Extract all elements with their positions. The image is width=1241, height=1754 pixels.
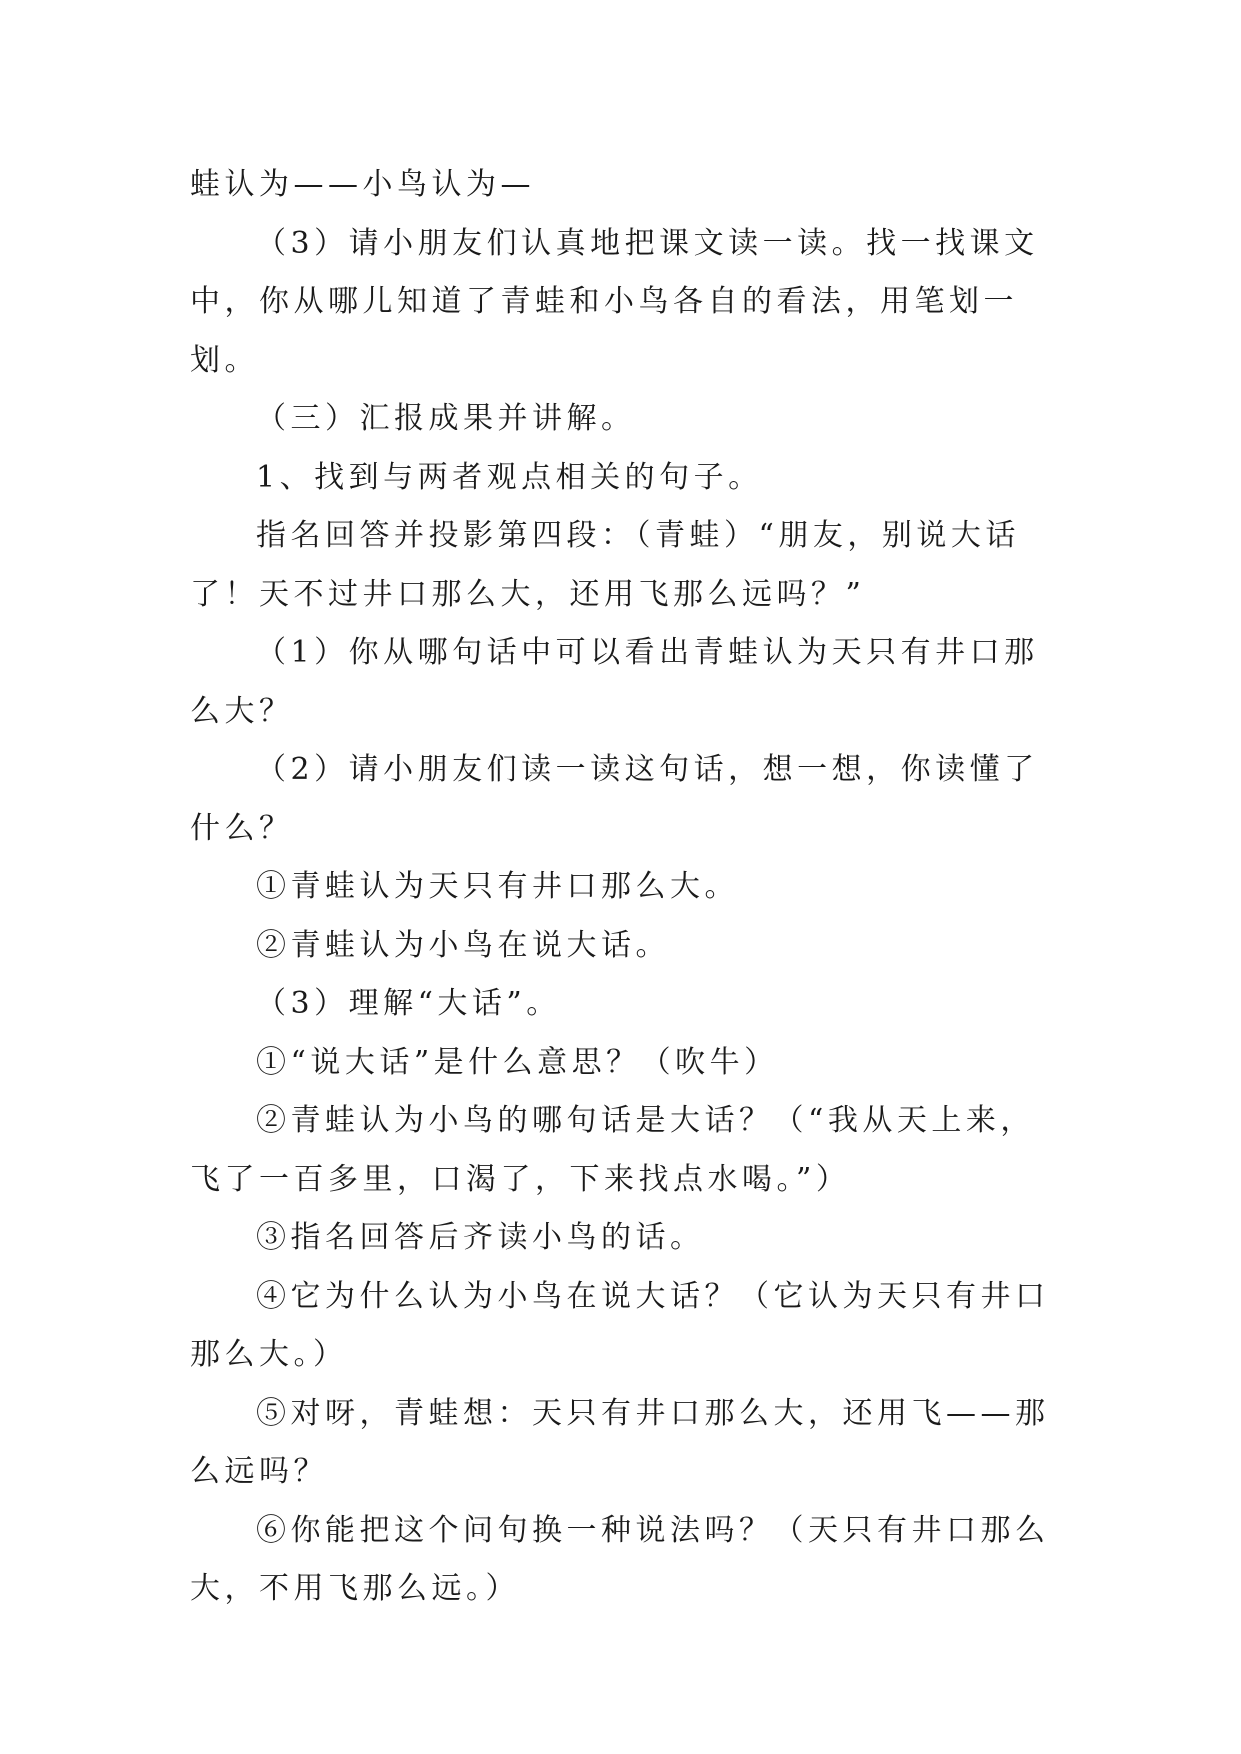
paragraph-question-1: （1）你从哪句话中可以看出青蛙认为天只有井口那么大？ (190, 635, 1039, 729)
paragraph-sub-1: ①“说大话”是什么意思？（吹牛） (256, 1044, 779, 1080)
paragraph-frog-quote: 指名回答并投影第四段：（青蛙）“朋友，别说大话了！天不过井口那么大，还用飞那么远吗？” (190, 518, 1020, 612)
paragraph-step-3-read-text: （3）请小朋友们认真地把课文读一读。找一找课文中，你从哪儿知道了青蛙和小鸟各自的看法，用笔划一划。 (190, 225, 1039, 378)
paragraph-sub-6: ⑥你能把这个问句换一种说法吗？（天只有井口那么大，不用飞那么远。） (190, 1512, 1050, 1606)
paragraph-sub-2: ②青蛙认为小鸟的哪句话是大话？（“我从天上来，飞了一百多里，口渴了，下来找点水喝。”） (190, 1103, 1035, 1197)
document-body (190, 156, 1060, 1619)
paragraph-point-1: ①青蛙认为天只有井口那么大。 (256, 869, 739, 904)
paragraph-item-1: 1、找到与两者观点相关的句子。 (256, 459, 763, 495)
paragraph-question-3: （3）理解“大话”。 (256, 986, 561, 1021)
paragraph-sub-3: ③指名回答后齐读小鸟的话。 (256, 1220, 705, 1255)
paragraph-sub-4: ④它为什么认为小鸟在说大话？（它认为天只有井口那么大。） (190, 1278, 1050, 1372)
paragraph-sub-5: ⑤对呀，青蛙想：天只有井口那么大，还用飞——那么远吗？ (190, 1395, 1050, 1489)
paragraph-section-3-heading: （三）汇报成果并讲解。 (256, 401, 636, 436)
paragraph-continuation: 蛙认为——小鸟认为— (190, 167, 535, 202)
paragraph-question-2: （2）请小朋友们读一读这句话，想一想，你读懂了什么？ (190, 752, 1039, 846)
paragraph-point-2: ②青蛙认为小鸟在说大话。 (256, 927, 670, 963)
